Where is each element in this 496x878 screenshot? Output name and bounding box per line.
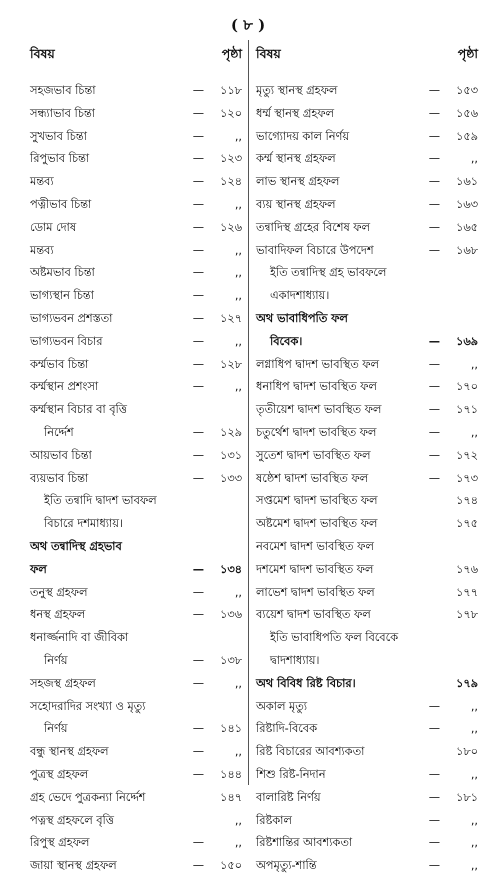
entry-dash: —	[428, 448, 440, 462]
entry-page-number: ,,	[234, 266, 242, 280]
entry-title: মৃত্যু স্থানস্থ গ্রহফল	[256, 84, 338, 97]
entry-page-number: ,,	[470, 722, 478, 736]
index-entry-row	[30, 855, 242, 878]
entry-title: আয়ভাব চিন্তা	[30, 448, 92, 462]
left-column-header	[30, 46, 242, 68]
entry-page-number: ,,	[470, 859, 478, 873]
index-entry-row	[30, 103, 242, 126]
entry-title: ডোম দোষ	[30, 220, 77, 234]
entry-page-number: ,,	[234, 676, 242, 690]
entry-title: রিষ্টকাল	[256, 813, 292, 827]
entry-dash: —	[428, 813, 440, 827]
entry-page-number: ১৭২	[455, 448, 478, 462]
entry-page-number: ১৪৪	[220, 767, 242, 781]
entry-dash: —	[428, 699, 440, 713]
entry-dash: —	[428, 403, 440, 417]
index-entry-row	[30, 148, 242, 171]
entry-title: নির্দ্দেশ	[44, 425, 74, 439]
entry-title: পুত্রস্থ গ্রহফল	[30, 767, 89, 781]
index-entry-row	[256, 650, 478, 673]
entry-title: পত্নীভাব চিন্তা	[30, 197, 92, 211]
entry-title: রিষ্টাদি-বিবেক	[256, 722, 317, 736]
left-index-column	[30, 46, 242, 878]
index-entry-row	[30, 171, 242, 194]
entry-page-number: ১৬৯	[455, 334, 478, 348]
entry-page-number: ,,	[470, 836, 478, 850]
entry-page-number: ১৩১	[219, 448, 242, 462]
entry-page-number: ১৮০	[455, 745, 478, 759]
entry-title: অষ্টমেশ দ্বাদশ ভাবস্থিত ফল	[256, 517, 378, 531]
entry-page-number: ,,	[234, 243, 242, 257]
index-entry-row	[256, 376, 478, 399]
entry-page-number: ১২৭	[219, 311, 242, 325]
entry-title: তনুস্থ গ্রহফল	[30, 585, 88, 599]
left-entries-list	[30, 80, 242, 878]
entry-page-number: ১৭০	[455, 380, 478, 394]
entry-title: শিশু রিষ্ট-নিদান	[256, 767, 326, 781]
entry-title: নির্ণয়	[44, 722, 68, 736]
entry-title: নির্ণয়	[44, 653, 68, 667]
entry-dash: —	[192, 722, 204, 736]
index-entry-row	[30, 422, 242, 445]
entry-title: নবমেশ দ্বাদশ ভাবস্থিত ফল	[256, 539, 374, 553]
index-entry-row	[256, 582, 478, 605]
index-entry-row	[30, 513, 242, 536]
index-entry-row	[30, 285, 242, 308]
index-entry-row	[256, 855, 478, 878]
entry-title: তৃতীয়েশ দ্বাদশ ভাবস্থিত ফল	[256, 403, 382, 417]
index-entry-row	[30, 240, 242, 263]
right-header-subject: বিষয়	[256, 46, 281, 61]
entry-dash: —	[192, 585, 204, 599]
entry-dash: —	[428, 767, 440, 781]
entry-dash: —	[192, 380, 204, 394]
right-header-page: পৃষ্ঠা	[457, 46, 478, 61]
index-entry-row	[256, 171, 478, 194]
entry-title: জায়া স্থানস্থ গ্রহফল	[30, 859, 117, 873]
entry-page-number: ,,	[234, 197, 242, 211]
entry-title: ভাগ্যোদয় কাল নির্ণয়	[256, 129, 350, 143]
entry-page-number: ,,	[234, 745, 242, 759]
entry-title: কর্ম্মভাব চিন্তা	[30, 357, 89, 371]
entry-title: কর্ম্মস্থান বিচার বা বৃত্তি	[30, 403, 127, 417]
index-entry-row	[30, 764, 242, 787]
index-entry-row	[256, 741, 478, 764]
entry-dash: —	[192, 311, 204, 325]
index-entry-row	[30, 741, 242, 764]
index-entry-row	[30, 559, 242, 582]
entry-dash: —	[192, 425, 204, 439]
column-divider	[248, 40, 249, 785]
entry-page-number: ১৫৬	[455, 106, 478, 120]
entry-page-number: ১৭৪	[455, 494, 478, 508]
entry-title: অষ্টমভাব চিন্তা	[30, 266, 95, 280]
index-entry-row	[256, 696, 478, 719]
entry-dash: —	[428, 357, 440, 371]
entry-dash: —	[428, 220, 440, 234]
entry-page-number: ১৬৩	[455, 197, 478, 211]
index-entry-row	[30, 217, 242, 240]
entry-title: ব্যয় স্থানস্থ গ্রহফল	[256, 197, 336, 211]
entry-page-number: ,,	[234, 289, 242, 303]
entry-page-number: ১৭৯	[455, 676, 478, 690]
entry-page-number: ,,	[470, 152, 478, 166]
entry-title: সুখভাব চিন্তা	[30, 129, 87, 143]
entry-dash: —	[192, 448, 204, 462]
index-entry-row	[256, 627, 478, 650]
entry-page-number: ,,	[234, 129, 242, 143]
entry-page-number: ১৪১	[220, 722, 242, 736]
index-entry-row	[30, 582, 242, 605]
entry-title: কর্ম্মস্থান প্রশংসা	[30, 380, 99, 394]
entry-page-number: ,,	[234, 836, 242, 850]
index-entry-row	[30, 354, 242, 377]
entry-page-number: ১৭৮	[455, 608, 478, 622]
entry-page-number: ১৪৭	[219, 790, 242, 804]
entry-page-number: ১৫৩	[455, 84, 478, 97]
index-entry-row	[256, 787, 478, 810]
entry-dash: —	[192, 129, 204, 143]
entry-page-number: ১৬৫	[455, 220, 478, 234]
entry-page-number: ১২০	[219, 106, 242, 120]
entry-dash: —	[192, 266, 204, 280]
entry-title: অথ বিবিধ রিষ্ট বিচার।	[256, 676, 356, 690]
entry-dash: —	[192, 676, 204, 690]
entry-dash: —	[192, 106, 204, 120]
index-entry-row	[256, 217, 478, 240]
entry-dash: —	[428, 859, 440, 873]
entry-page-number: ১২৩	[219, 152, 242, 166]
entry-page-number: ১২৯	[219, 425, 242, 439]
index-entry-row	[30, 399, 242, 422]
entry-title: সুতেশ দ্বাদশ ভাবস্থিত ফল	[256, 448, 371, 462]
entry-title: ইতি ভাবাধিপতি ফল বিবেকে	[270, 631, 399, 645]
entry-page-number: ,,	[470, 357, 478, 371]
entry-title: লাভেশ দ্বাদশ ভাবস্থিত ফল	[256, 585, 375, 599]
index-entry-row	[256, 240, 478, 263]
entry-dash: —	[428, 425, 440, 439]
index-entry-row	[30, 718, 242, 741]
entry-page-number: ১৩৩	[219, 471, 242, 485]
entry-title: রিষ্টশান্তির আবশ্যকতা	[256, 836, 353, 850]
index-entry-row	[30, 194, 242, 217]
index-entry-row	[256, 468, 478, 491]
entry-dash: —	[428, 84, 440, 97]
index-entry-row	[30, 376, 242, 399]
right-column-header	[256, 46, 478, 68]
entry-title: লগ্নাধিপ দ্বাদশ ভাবস্থিত ফল	[256, 357, 379, 371]
entry-dash: —	[428, 790, 440, 804]
left-header-page: পৃষ্ঠা	[221, 46, 242, 61]
index-entry-row	[30, 308, 242, 331]
entry-dash: —	[428, 197, 440, 211]
entry-page-number: ১২৮	[219, 357, 242, 371]
right-index-column	[256, 46, 478, 878]
entry-dash: —	[428, 243, 440, 257]
entry-dash: —	[192, 84, 204, 97]
entry-title: সপ্তমেশ দ্বাদশ ভাবস্থিত ফল	[256, 494, 378, 508]
entry-dash: —	[428, 722, 440, 736]
entry-page-number: ,,	[470, 425, 478, 439]
index-entry-row	[256, 80, 478, 103]
entry-title: দশমেশ দ্বাদশ ভাবস্থিত ফল	[256, 562, 374, 576]
entry-title: ব্যয়ভাব চিন্তা	[30, 471, 89, 485]
entry-page-number: ১৫০	[219, 859, 242, 873]
entry-dash: —	[428, 471, 440, 485]
index-entry-row	[30, 126, 242, 149]
entry-dash: —	[192, 289, 204, 303]
entry-title: ইতি তন্বাদিস্থ গ্রহ ভাবফলে	[270, 266, 387, 280]
entry-page-number: ১৩৬	[219, 608, 242, 622]
entry-page-number: ,,	[234, 585, 242, 599]
entry-dash: —	[192, 653, 204, 667]
entry-title: বিবেক।	[270, 334, 303, 348]
entry-page-number: ,,	[470, 767, 478, 781]
page-number: ( ৮ )	[230, 16, 266, 34]
entry-page-number: ১৭১	[455, 403, 478, 417]
right-entries-list	[256, 80, 478, 878]
entry-dash: —	[192, 334, 204, 348]
entry-dash: —	[428, 836, 440, 850]
entry-dash: —	[428, 152, 440, 166]
entry-page-number: ১৬১	[455, 175, 478, 189]
entry-page-number: ,,	[234, 380, 242, 394]
index-entry-row	[256, 354, 478, 377]
entry-dash: —	[192, 767, 204, 781]
entry-dash: —	[428, 106, 440, 120]
entry-title: ভাগ্যভবন বিচার	[30, 334, 103, 348]
entry-dash: —	[192, 197, 204, 211]
entry-title: ফল	[30, 562, 47, 576]
entry-dash: —	[192, 471, 204, 485]
index-entry-row	[256, 832, 478, 855]
entry-dash: —	[192, 562, 204, 576]
entry-dash: —	[428, 334, 440, 348]
entry-title: ভাগ্যভবন প্রশস্ততা	[30, 311, 113, 325]
entry-title: সন্ধ্যাভাব চিন্তা	[30, 106, 95, 120]
index-entry-row	[256, 604, 478, 627]
index-entry-row	[256, 536, 478, 559]
entry-title: বন্ধু স্থানস্থ গ্রহফল	[30, 745, 109, 759]
entry-page-number: ১২৬	[219, 220, 242, 234]
entry-title: রিষ্ট বিচারের আবশ্যকতা	[256, 745, 365, 759]
index-entry-row	[30, 673, 242, 696]
index-entry-row	[256, 445, 478, 468]
entry-title: অথ ভাবাধিপতি ফল	[256, 311, 348, 325]
entry-dash: —	[428, 380, 440, 394]
index-entry-row	[256, 103, 478, 126]
entry-title: ধনার্জ্জনাদি বা জীবিকা	[30, 631, 129, 645]
entry-title: ভাগ্যস্থান চিন্তা	[30, 289, 94, 303]
entry-page-number: ১৭৬	[455, 562, 478, 576]
index-entry-row	[30, 80, 242, 103]
entry-title: ধনস্থ গ্রহফল	[30, 608, 86, 622]
index-entry-row	[30, 787, 242, 810]
entry-title: ইতি তন্বাদি দ্বাদশ ভাবফল	[44, 494, 157, 508]
left-header-subject: বিষয়	[30, 46, 55, 61]
entry-page-number: ১২৪	[219, 175, 242, 189]
index-entry-row	[30, 468, 242, 491]
index-entry-row	[30, 650, 242, 673]
entry-title: দ্বাদশাধ্যায়।	[270, 653, 320, 667]
index-entry-row	[256, 331, 478, 354]
index-entry-row	[256, 422, 478, 445]
entry-dash: —	[192, 220, 204, 234]
entry-title: সহোদরাদির সংখ্যা ও মৃত্যু	[30, 699, 146, 713]
entry-page-number: ১৭৫	[455, 517, 478, 531]
index-entry-row	[256, 810, 478, 833]
index-entry-row	[30, 536, 242, 559]
index-entry-row	[30, 832, 242, 855]
entry-dash: —	[192, 152, 204, 166]
entry-page-number: ১৩৪	[219, 562, 242, 576]
index-entry-row	[256, 148, 478, 171]
entry-title: তন্বাদিস্থ গ্রহের বিশেষ ফল	[256, 220, 370, 234]
index-entry-row	[256, 262, 478, 285]
entry-title: কর্ম্ম স্থানস্থ গ্রহফল	[256, 152, 336, 166]
index-entry-row	[30, 262, 242, 285]
entry-dash: —	[192, 175, 204, 189]
index-entry-row	[256, 718, 478, 741]
entry-title: ষষ্ঠেশ দ্বাদশ ভাবস্থিত ফল	[256, 471, 369, 485]
entry-page-number: ১৭৩	[455, 471, 478, 485]
entry-title: অকাল মৃত্যু	[256, 699, 307, 713]
index-entry-row	[256, 126, 478, 149]
index-entry-row	[30, 810, 242, 833]
entry-title: অথ তন্বাদিস্থ গ্রহভাব	[30, 539, 122, 553]
entry-title: মন্তব্য	[30, 175, 54, 189]
entry-title: লাভ স্থানস্থ গ্রহফল	[256, 175, 340, 189]
entry-title: মন্তব্য	[30, 243, 54, 257]
entry-dash: —	[192, 745, 204, 759]
index-entry-row	[30, 696, 242, 719]
entry-title: ধনাধিপ দ্বাদশ ভাবস্থিত ফল	[256, 380, 377, 394]
index-entry-row	[30, 445, 242, 468]
entry-dash: —	[192, 836, 204, 850]
entry-page-number: ,,	[234, 334, 242, 348]
index-entry-row	[256, 513, 478, 536]
entry-page-number: ১১৮	[220, 84, 242, 97]
entry-title: পত্নস্থ গ্রহফলে বৃত্তি	[30, 813, 114, 827]
index-entry-row	[256, 399, 478, 422]
index-entry-row	[256, 194, 478, 217]
entry-title: সহজস্থ গ্রহফল	[30, 676, 96, 690]
entry-title: ব্যয়েশ দ্বাদশ ভাবস্থিত ফল	[256, 608, 371, 622]
entry-title: অপমৃত্যু-শান্তি	[256, 859, 317, 873]
entry-title: বিচারে দশমাধ্যায়।	[44, 517, 123, 531]
entry-dash: —	[192, 243, 204, 257]
entry-page-number: ১৮১	[456, 790, 478, 804]
index-entry-row	[256, 764, 478, 787]
entry-page-number: ১৬৮	[455, 243, 478, 257]
index-entry-row	[30, 604, 242, 627]
index-entry-row	[30, 627, 242, 650]
index-entry-row	[30, 490, 242, 513]
entry-dash: —	[428, 129, 440, 143]
index-entry-row	[256, 673, 478, 696]
entry-title: বালারিষ্ট নির্ণয়	[256, 790, 321, 804]
entry-title: রিপুভাব চিন্তা	[30, 152, 90, 166]
entry-title: একাদশাধ্যায়।	[270, 289, 330, 303]
entry-page-number: ১৫৯	[456, 129, 478, 143]
index-entry-row	[256, 308, 478, 331]
index-entry-row	[256, 490, 478, 513]
entry-page-number: ১৩৮	[219, 653, 242, 667]
entry-title: গ্রহ ভেদে পুত্রকন্যা নির্দ্দেশ	[30, 790, 146, 804]
entry-dash: —	[192, 608, 204, 622]
index-entry-row	[256, 559, 478, 582]
entry-dash: —	[192, 859, 204, 873]
entry-page-number: ১৭৭	[455, 585, 478, 599]
entry-page-number: ,,	[234, 813, 242, 827]
entry-title: ভাবাদিফল বিচারে উপদেশ	[256, 243, 374, 257]
index-entry-row	[30, 331, 242, 354]
entry-page-number: ,,	[470, 699, 478, 713]
entry-dash: —	[428, 175, 440, 189]
entry-dash: —	[192, 357, 204, 371]
entry-title: সহজভাব চিন্তা	[30, 84, 96, 97]
entry-page-number: ,,	[470, 813, 478, 827]
index-entry-row	[256, 285, 478, 308]
entry-title: রিপুস্থ গ্রহফল	[30, 836, 90, 850]
entry-title: ধর্ম্ম স্থানস্থ গ্রহফল	[256, 106, 334, 120]
entry-title: চতুর্থেশ দ্বাদশ ভাবস্থিত ফল	[256, 425, 377, 439]
